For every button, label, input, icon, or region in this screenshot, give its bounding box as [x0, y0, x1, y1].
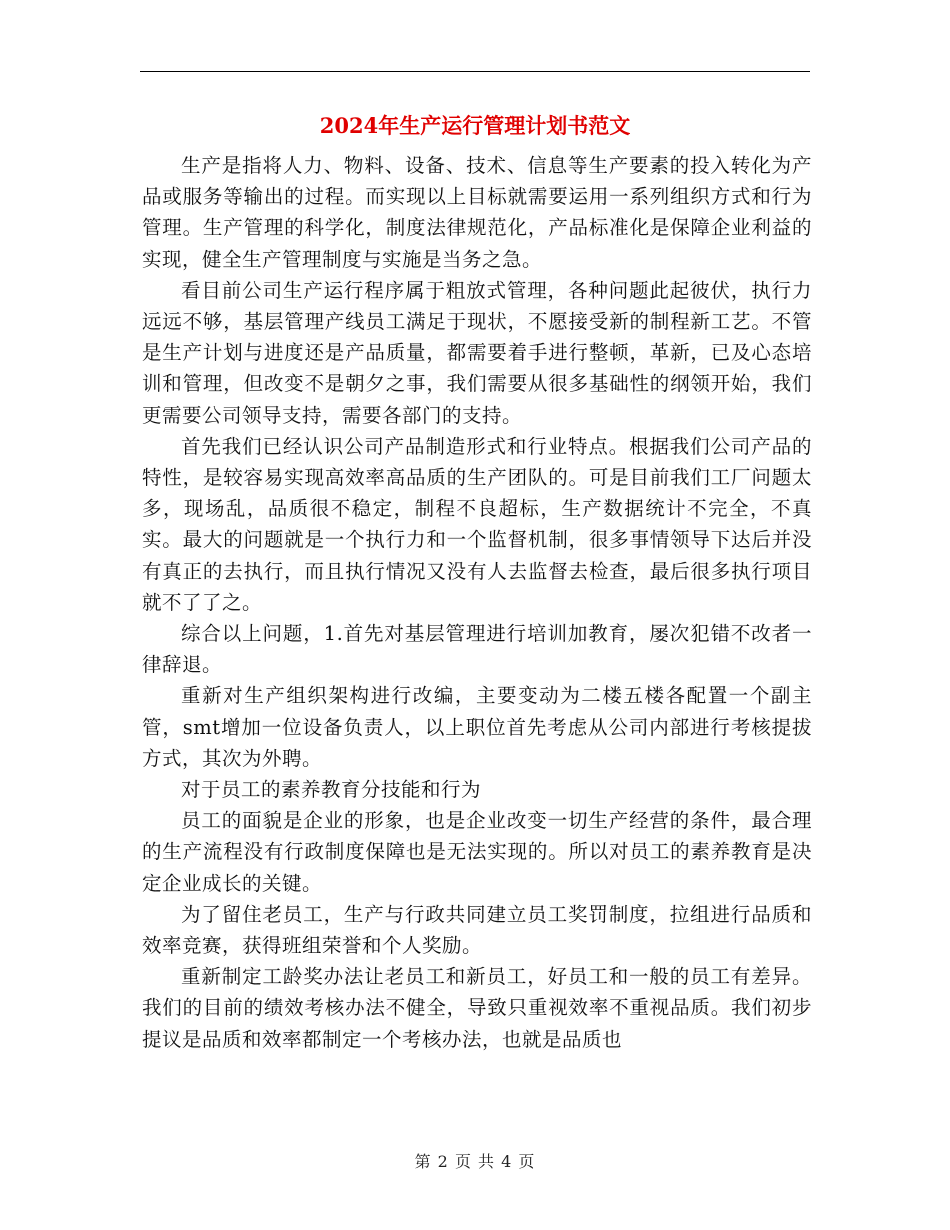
paragraph-9: 重新制定工龄奖办法让老员工和新员工，好员工和一般的员工有差异。我们的目前的绩效考核办法不健全，导致只重视效率不重视品质。我们初步提议是品质和效率都制定一个考核办法，也就是品质也	[142, 965, 812, 1051]
paragraph-3: 首先我们已经认识公司产品制造形式和行业特点。根据我们公司产品的特性，是较容易实现高效率高品质的生产团队的。可是目前我们工厂问题太多，现场乱，品质很不稳定，制程不良超标，生产数据统计不完全，不真实。最大的问题就是一个执行力和一个监督机制，很多事情领导下达后并没有真正的去执行，而且执行情况又没有人去监督去检查，最后很多执行项目就不了了之。	[142, 434, 812, 614]
paragraph-1: 生产是指将人力、物料、设备、技术、信息等生产要素的投入转化为产品或服务等输出的过程。而实现以上目标就需要运用一系列组织方式和行为管理。生产管理的科学化，制度法律规范化，产品标准化是保障企业利益的实现，健全生产管理制度与实施是当务之急。	[142, 154, 812, 271]
paragraph-4: 综合以上问题，1.首先对基层管理进行培训加教育，屡次犯错不改者一律辞退。	[142, 622, 812, 677]
document-title: 2024年生产运行管理计划书范文	[319, 113, 631, 138]
paragraph-8: 为了留住老员工，生产与行政共同建立员工奖罚制度，拉组进行品质和效率竞赛，获得班组荣誉和个人奖励。	[142, 902, 812, 958]
header-rule	[140, 71, 810, 72]
document-body	[142, 150, 812, 1055]
paragraph-2: 看目前公司生产运行程序属于粗放式管理，各种问题此起彼伏，执行力远远不够，基层管理产线员工满足于现状，不愿接受新的制程新工艺。不管是生产计划与进度还是产品质量，都需要着手进行整顿，革新，已及心态培训和管理，但改变不是朝夕之事，我们需要从很多基础性的纲领开始，我们更需要公司领导支持，需要各部门的支持。	[142, 278, 812, 427]
paragraph-7: 员工的面貌是企业的形象，也是企业改变一切生产经营的条件，最合理的生产流程没有行政制度保障也是无法实现的。所以对员工的素养教育是决定企业成长的关键。	[142, 809, 812, 895]
paragraph-5: 重新对生产组织架构进行改编，主要变动为二楼五楼各配置一个副主管，smt增加一位设备负责人，以上职位首先考虑从公司内部进行考核提拔方式，其次为外聘。	[142, 684, 812, 770]
page-footer: 第 2 页 共 4 页	[414, 1152, 536, 1171]
paragraph-6: 对于员工的素养教育分技能和行为	[181, 778, 482, 802]
